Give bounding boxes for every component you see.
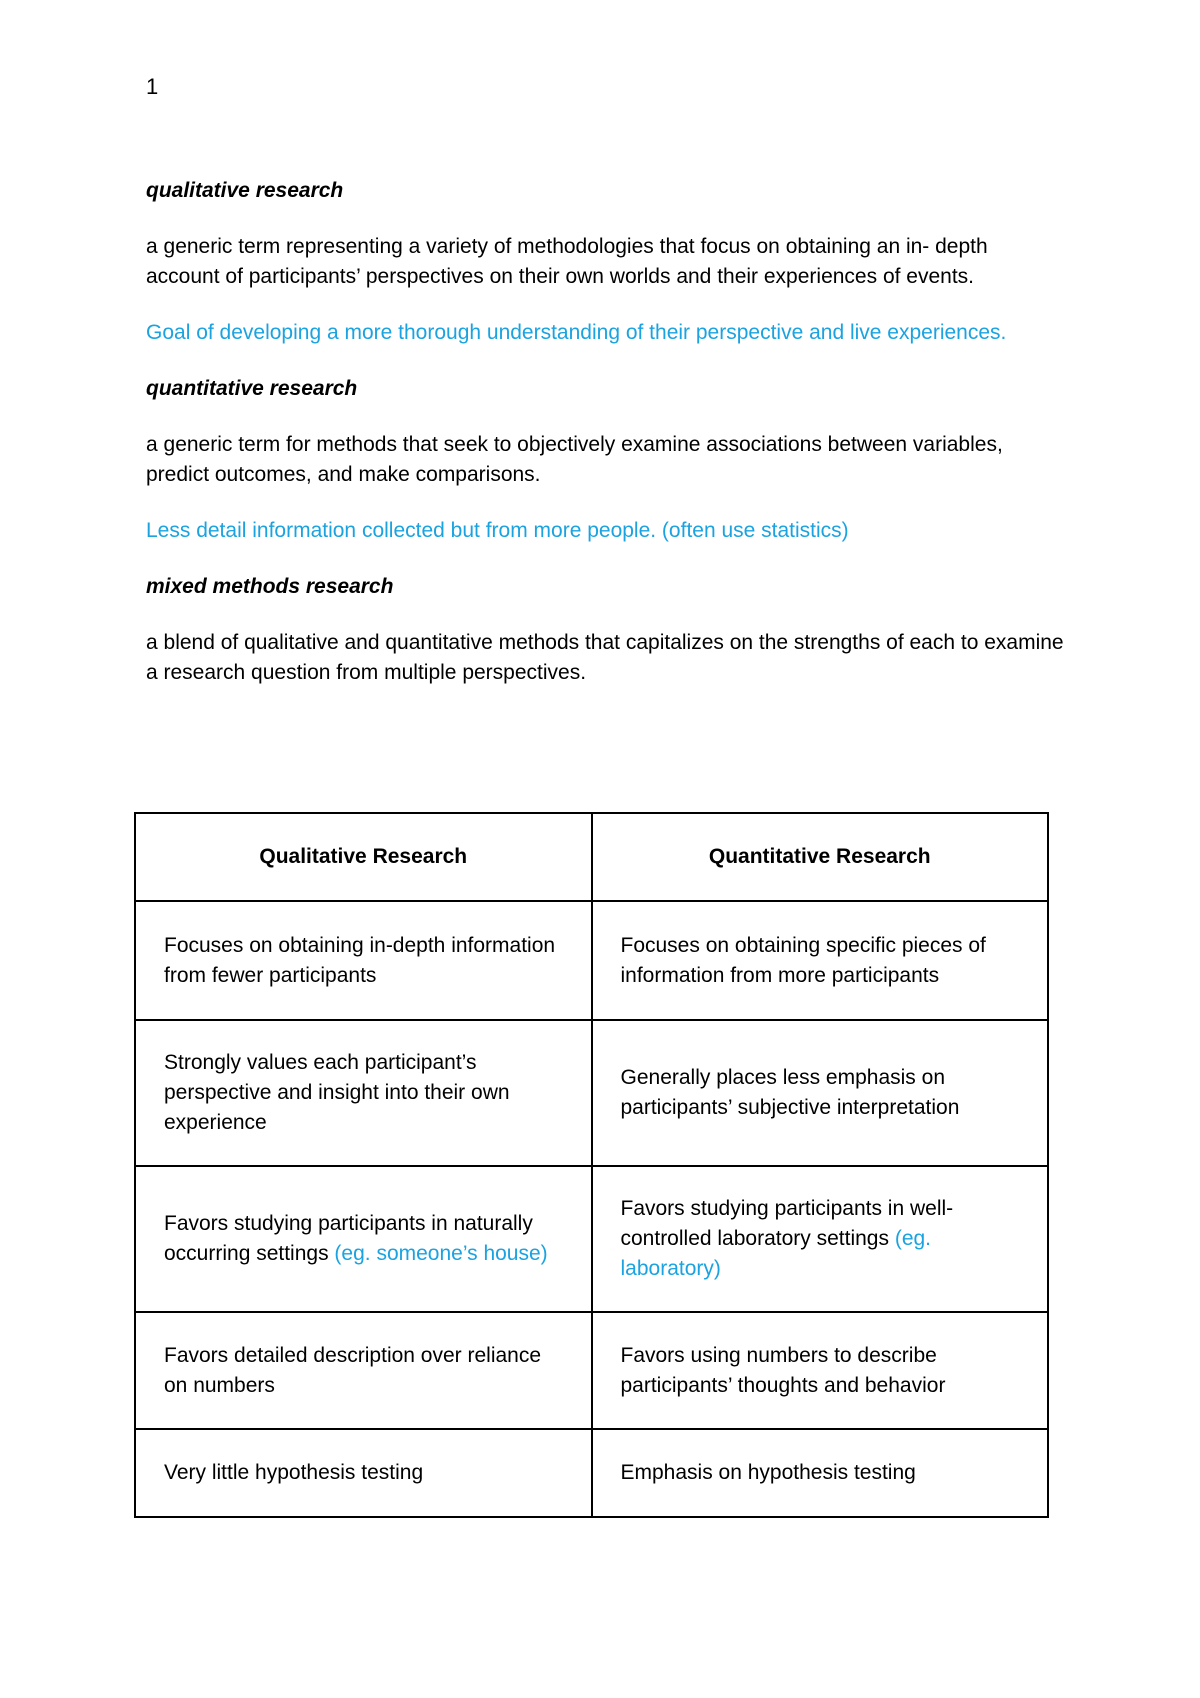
annotation-note: Goal of developing a more thorough understanding of their perspective and live experiences.: [146, 321, 1007, 344]
table-row: [135, 1166, 1048, 1312]
page-number: 1: [146, 74, 159, 99]
cell-quantitative: [592, 1166, 1049, 1312]
header-qualitative: Qualitative Research: [135, 813, 592, 901]
cell-quantitative: Emphasis on hypothesis testing: [592, 1429, 1049, 1517]
cell-qualitative: Strongly values each participant’s perspective and insight into their own experience: [135, 1020, 592, 1166]
term-definition: a generic term representing a variety of methodologies that focus on obtaining an in- depth account of participants’ perspectives on their own worlds and their experiences of events.: [146, 235, 988, 288]
cell-text: Favors studying participants in naturally occurring settings: [164, 1212, 533, 1265]
table-row: [135, 1429, 1048, 1517]
cell-qualitative: Favors detailed description over reliance on numbers: [135, 1312, 592, 1429]
cell-qualitative: Focuses on obtaining in-depth information from fewer participants: [135, 901, 592, 1020]
comparison-table: [134, 812, 1049, 1518]
section-mixed-methods-research: [146, 572, 1066, 688]
document-body: [146, 176, 1066, 714]
annotation-note: Less detail information collected but from more people. (often use statistics): [146, 519, 849, 542]
table-row: [135, 901, 1048, 1020]
section-qualitative-research: [146, 176, 1066, 348]
cell-qualitative: Very little hypothesis testing: [135, 1429, 592, 1517]
cell-text: Favors studying participants in well-controlled laboratory settings: [620, 1197, 954, 1250]
annotation-note: (eg. laboratory): [620, 1227, 932, 1280]
cell-qualitative: [135, 1166, 592, 1312]
table-row: [135, 1020, 1048, 1166]
header-quantitative: Quantitative Research: [592, 813, 1049, 901]
cell-quantitative: Generally places less emphasis on participants’ subjective interpretation: [592, 1020, 1049, 1166]
annotation-note: (eg. someone’s house): [334, 1242, 548, 1265]
term-definition: a blend of qualitative and quantitative methods that capitalizes on the strengths of each to examine a research question from multiple perspectives.: [146, 631, 1064, 684]
table-header-row: [135, 813, 1048, 901]
cell-quantitative: Favors using numbers to describe participants’ thoughts and behavior: [592, 1312, 1049, 1429]
term-heading: mixed methods research: [146, 575, 394, 598]
cell-quantitative: Focuses on obtaining specific pieces of information from more participants: [592, 901, 1049, 1020]
term-heading: qualitative research: [146, 179, 344, 202]
term-heading: quantitative research: [146, 377, 358, 400]
section-quantitative-research: [146, 374, 1066, 546]
table-row: [135, 1312, 1048, 1429]
term-definition: a generic term for methods that seek to objectively examine associations between variables, predict outcomes, and make comparisons.: [146, 433, 1003, 486]
